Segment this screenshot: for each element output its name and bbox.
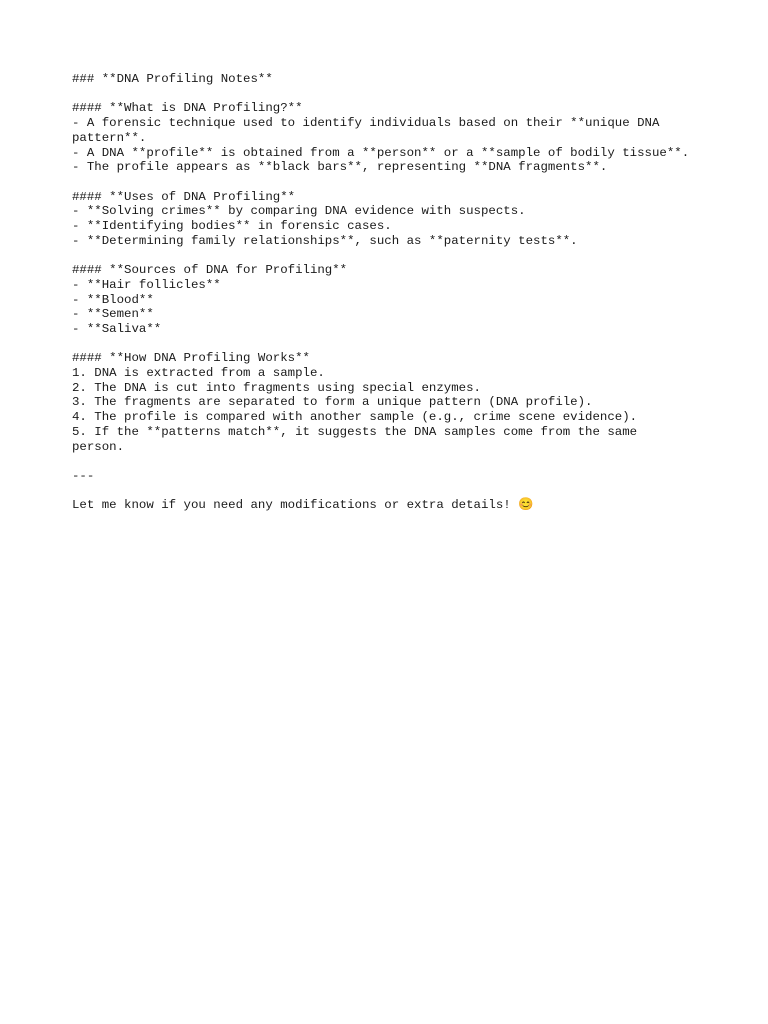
sources-line-1: - **Hair follicles**: [72, 277, 221, 292]
separator: ---: [72, 468, 95, 483]
how-line-1: 1. DNA is extracted from a sample.: [72, 366, 325, 380]
what-line-1: - A forensic technique used to identify individuals based on their **unique DNA: [72, 116, 660, 131]
what-line-2: pattern**.: [72, 130, 147, 145]
spacer: [72, 175, 708, 190]
section-heading-sources: #### **Sources of DNA for Profiling**: [72, 263, 348, 278]
document-title: ### **DNA Profiling Notes**: [72, 72, 273, 86]
spacer: [72, 87, 708, 102]
section-heading-how: #### **How DNA Profiling Works**: [72, 351, 310, 366]
section-heading-what: #### **What is DNA Profiling?**: [72, 101, 303, 116]
spacer: [72, 248, 708, 263]
sources-line-4: - **Saliva**: [72, 321, 162, 336]
how-line-6: person.: [72, 439, 125, 454]
spacer: [72, 454, 708, 469]
uses-line-1: - **Solving crimes** by comparing DNA evidence with suspects.: [72, 204, 526, 219]
what-line-3: - A DNA **profile** is obtained from a **person** or a **sample of bodily tissue**.: [72, 145, 690, 160]
uses-line-3: - **Determining family relationships**, such as **paternity tests**.: [72, 233, 578, 248]
how-line-5: 5. If the **patterns match**, it suggests the DNA samples come from the same: [72, 424, 638, 439]
section-heading-uses: #### **Uses of DNA Profiling**: [72, 189, 296, 204]
sources-line-3: - **Semen**: [72, 307, 154, 322]
spacer: [72, 484, 708, 499]
uses-line-2: - **Identifying bodies** in forensic cases.: [72, 219, 392, 233]
sources-line-2: - **Blood**: [72, 292, 154, 307]
how-line-4: 4. The profile is compared with another sample (e.g., crime scene evidence).: [72, 410, 638, 425]
how-line-2: 2. The DNA is cut into fragments using special enzymes.: [72, 380, 481, 395]
what-line-4: - The profile appears as **black bars**, representing **DNA fragments**.: [72, 160, 608, 175]
how-line-3: 3. The fragments are separated to form a unique pattern (DNA profile).: [72, 395, 593, 410]
spacer: [72, 337, 708, 352]
closing-message: Let me know if you need any modifications or extra details! 😊: [72, 498, 534, 513]
